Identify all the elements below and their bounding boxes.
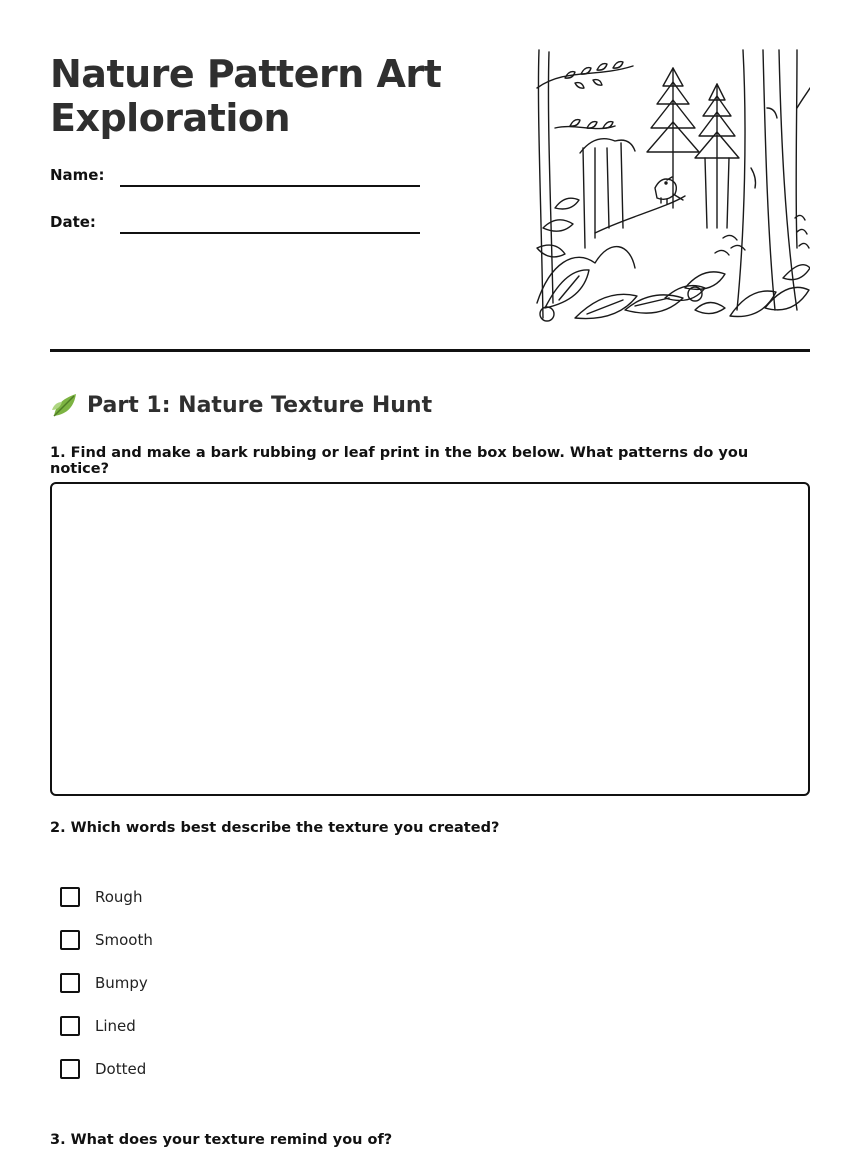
- page-title: [50, 52, 470, 140]
- rubbing-drawing-box[interactable]: [50, 482, 810, 796]
- part1-title: Part 1: Nature Texture Hunt: [87, 392, 433, 418]
- option-rough[interactable]: [60, 885, 142, 909]
- worksheet-header: [50, 0, 810, 352]
- title-line-1: Nature Pattern Art: [50, 52, 442, 96]
- option-bumpy[interactable]: [60, 971, 148, 995]
- checkbox-rough[interactable]: [60, 887, 80, 907]
- checkbox-dotted[interactable]: [60, 1059, 80, 1079]
- option-label: Smooth: [95, 931, 153, 949]
- date-field[interactable]: [50, 213, 420, 237]
- date-line[interactable]: [120, 232, 420, 234]
- question-2: 2. Which words best describe the texture you created?: [50, 820, 500, 836]
- option-label: Rough: [95, 888, 143, 906]
- date-label: Date:: [50, 213, 96, 231]
- option-smooth[interactable]: [60, 928, 153, 952]
- option-lined[interactable]: [60, 1014, 136, 1038]
- checkbox-bumpy[interactable]: [60, 973, 80, 993]
- option-label: Dotted: [95, 1060, 147, 1078]
- title-line-2: Exploration: [50, 96, 291, 140]
- name-line[interactable]: [120, 185, 420, 187]
- question-3: 3. What does your texture remind you of?: [50, 1132, 393, 1148]
- forest-illustration: [535, 48, 810, 325]
- option-label: Lined: [95, 1017, 136, 1035]
- worksheet-page: [50, 0, 810, 1161]
- name-field[interactable]: [50, 166, 420, 190]
- option-label: Bumpy: [95, 974, 148, 992]
- name-label: Name:: [50, 166, 105, 184]
- option-dotted[interactable]: [60, 1057, 146, 1081]
- question-1: 1. Find and make a bark rubbing or leaf print in the box below. What patterns do you notice?: [50, 445, 749, 477]
- leaf-icon: [50, 390, 80, 420]
- checkbox-lined[interactable]: [60, 1016, 80, 1036]
- part1-heading: [50, 388, 432, 422]
- checkbox-smooth[interactable]: [60, 930, 80, 950]
